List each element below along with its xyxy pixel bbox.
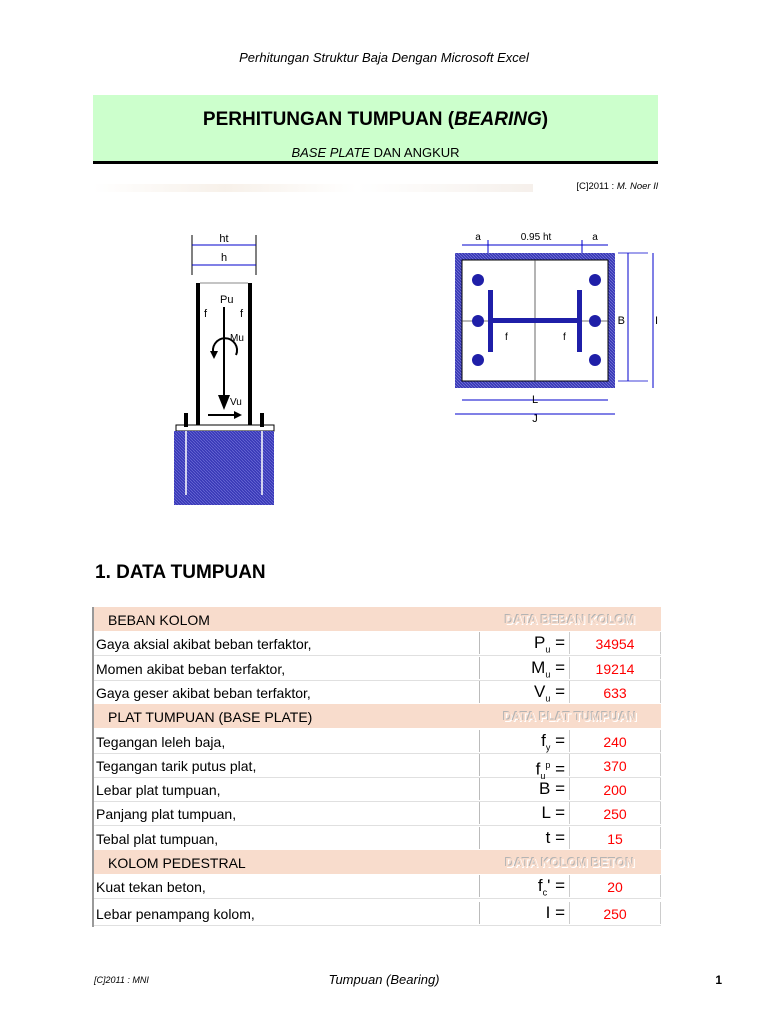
row-label: Panjang plat tumpuan, — [96, 806, 237, 823]
label-ht: ht — [219, 233, 229, 245]
title-italic: BEARING — [454, 109, 542, 130]
figure-background-stripe — [93, 184, 533, 192]
table-row — [94, 826, 661, 851]
row-value[interactable]: 370 — [569, 754, 661, 776]
bolt-1 — [472, 274, 484, 286]
group-tag: DATA BEBAN KOLOM — [504, 613, 636, 627]
row-symbol — [479, 657, 569, 679]
row-label: Kuat tekan beton, — [96, 879, 206, 896]
column-flange-right — [248, 283, 252, 425]
label-095ht: 0.95 ht — [520, 232, 552, 243]
table-row — [94, 901, 661, 926]
symbol-equals: = — [550, 730, 565, 750]
label-f-left: f — [505, 332, 508, 343]
symbol-subscript: u — [545, 668, 551, 679]
column-elevation-figure — [160, 225, 290, 505]
symbol-superscript: p — [545, 759, 551, 770]
row-label: Gaya geser akibat beban terfaktor, — [96, 684, 311, 701]
anchor-nut-right — [260, 413, 264, 427]
table-row — [94, 631, 661, 656]
steel-flange-right — [577, 290, 582, 352]
bolt-2 — [472, 315, 484, 327]
symbol-main: M — [531, 657, 546, 677]
symbol-equals: = — [550, 759, 565, 779]
table-row — [94, 801, 661, 826]
row-symbol — [479, 754, 569, 781]
row-symbol — [479, 875, 569, 897]
title-prefix: PERHITUNGAN TUMPUAN ( — [202, 109, 455, 130]
row-symbol — [479, 778, 569, 800]
row-value[interactable]: 15 — [569, 827, 661, 849]
table-row — [94, 729, 661, 754]
steel-flange-left — [488, 290, 493, 352]
row-label: Lebar plat tumpuan, — [96, 782, 221, 799]
copyright-author: M. Noer Il — [616, 181, 658, 192]
page-title — [93, 109, 658, 131]
label-h: h — [220, 252, 228, 264]
section-title: 1. DATA TUMPUAN — [95, 562, 266, 583]
copyright-prefix: [C]2011 : — [576, 181, 617, 192]
row-value[interactable]: 240 — [569, 730, 661, 752]
label-B: B — [617, 315, 625, 327]
label-f-right: f — [240, 308, 244, 320]
symbol-equals: = — [550, 827, 565, 847]
label-a-left: a — [475, 232, 481, 243]
symbol-main: L — [541, 803, 551, 823]
concrete-pedestal — [174, 431, 274, 505]
column-flange-left — [196, 283, 200, 425]
shear-arrow-head — [234, 411, 242, 419]
row-symbol — [479, 902, 569, 924]
row-label: Tebal plat tumpuan, — [96, 830, 219, 847]
label-vu: Vu — [230, 397, 242, 408]
symbol-subscript: c — [542, 887, 548, 898]
row-value[interactable]: 250 — [569, 902, 661, 924]
symbol-equals: = — [550, 657, 565, 677]
document-caption: Perhitungan Struktur Baja Dengan Microsoft Excel — [239, 50, 529, 65]
symbol-main: t — [545, 827, 551, 847]
bolt-3 — [472, 354, 484, 366]
row-value[interactable]: 250 — [569, 802, 661, 824]
page-subtitle — [93, 145, 658, 160]
table-row — [94, 777, 661, 802]
group-header-label: KOLOM PEDESTRAL — [108, 855, 246, 871]
axial-arrow-head — [218, 395, 230, 410]
label-f-left: f — [204, 308, 208, 320]
label-a-right: a — [592, 232, 598, 243]
title-band — [93, 95, 658, 164]
symbol-equals: = — [550, 779, 565, 799]
group-header — [94, 850, 661, 874]
table-row — [94, 874, 661, 899]
bolt-6 — [589, 354, 601, 366]
symbol-main: V — [533, 681, 546, 701]
symbol-subscript: u — [545, 644, 551, 655]
symbol-main: f — [535, 759, 541, 779]
symbol-subscript: u — [545, 693, 551, 704]
label-J: J — [532, 413, 538, 425]
copyright — [576, 181, 658, 192]
row-label: Tegangan tarik putus plat, — [96, 757, 257, 774]
symbol-main: I — [545, 903, 551, 923]
symbol-main: B — [539, 779, 551, 799]
title-suffix: ) — [541, 109, 549, 130]
row-value[interactable]: 19214 — [569, 657, 661, 679]
base-plate — [176, 425, 274, 431]
bolt-4 — [589, 274, 601, 286]
anchor-nut-left — [184, 413, 188, 427]
table-row — [94, 753, 661, 781]
row-symbol — [479, 730, 569, 752]
row-label: Momen akibat beban terfaktor, — [96, 660, 286, 677]
row-label: Tegangan leleh baja, — [96, 733, 226, 750]
page-number: 1 — [715, 973, 722, 987]
row-symbol — [479, 632, 569, 654]
label-I: I — [655, 315, 658, 327]
row-symbol — [479, 802, 569, 824]
symbol-subscript: u — [540, 770, 546, 781]
symbol-equals: = — [550, 903, 565, 923]
bolt-5 — [589, 315, 601, 327]
group-header — [94, 607, 661, 631]
group-tag: DATA KOLOM BETON — [505, 856, 635, 870]
group-header-label: BEBAN KOLOM — [108, 612, 210, 628]
subtitle-italic: BASE PLATE — [291, 145, 370, 160]
row-symbol — [479, 681, 569, 703]
group-header — [94, 704, 661, 728]
symbol-equals: ' = — [547, 876, 565, 896]
footer-center: Tumpuan (Bearing) — [328, 972, 440, 987]
table-row — [94, 656, 661, 681]
label-f-right: f — [563, 332, 566, 343]
table-row — [94, 680, 661, 705]
steel-web — [493, 318, 577, 323]
group-tag: DATA PLAT TUMPUAN — [503, 710, 637, 725]
row-label: Lebar penampang kolom, — [96, 906, 255, 923]
row-label: Gaya aksial akibat beban terfaktor, — [96, 636, 312, 653]
group-header-label: PLAT TUMPUAN (BASE PLATE) — [108, 709, 313, 726]
row-value[interactable]: 200 — [569, 778, 661, 800]
symbol-main: P — [533, 633, 546, 653]
label-pu: Pu — [220, 294, 234, 306]
symbol-main: f — [541, 730, 546, 750]
moment-arrow-head — [210, 351, 218, 359]
row-symbol — [479, 827, 569, 849]
row-value[interactable]: 20 — [569, 875, 661, 897]
row-value[interactable]: 633 — [569, 681, 661, 703]
symbol-equals: = — [550, 681, 565, 701]
data-table — [92, 607, 661, 927]
label-mu: Mu — [230, 333, 244, 344]
symbol-equals: = — [550, 803, 565, 823]
symbol-subscript: y — [545, 741, 551, 752]
row-value[interactable]: 34954 — [569, 632, 661, 654]
label-L: L — [531, 394, 539, 406]
footer-left: [C]2011 : MNI — [94, 975, 149, 985]
base-plate-plan-figure — [448, 228, 658, 428]
symbol-main: f — [537, 876, 543, 896]
symbol-equals: = — [550, 633, 565, 653]
subtitle-rest: DAN ANGKUR — [369, 145, 460, 160]
